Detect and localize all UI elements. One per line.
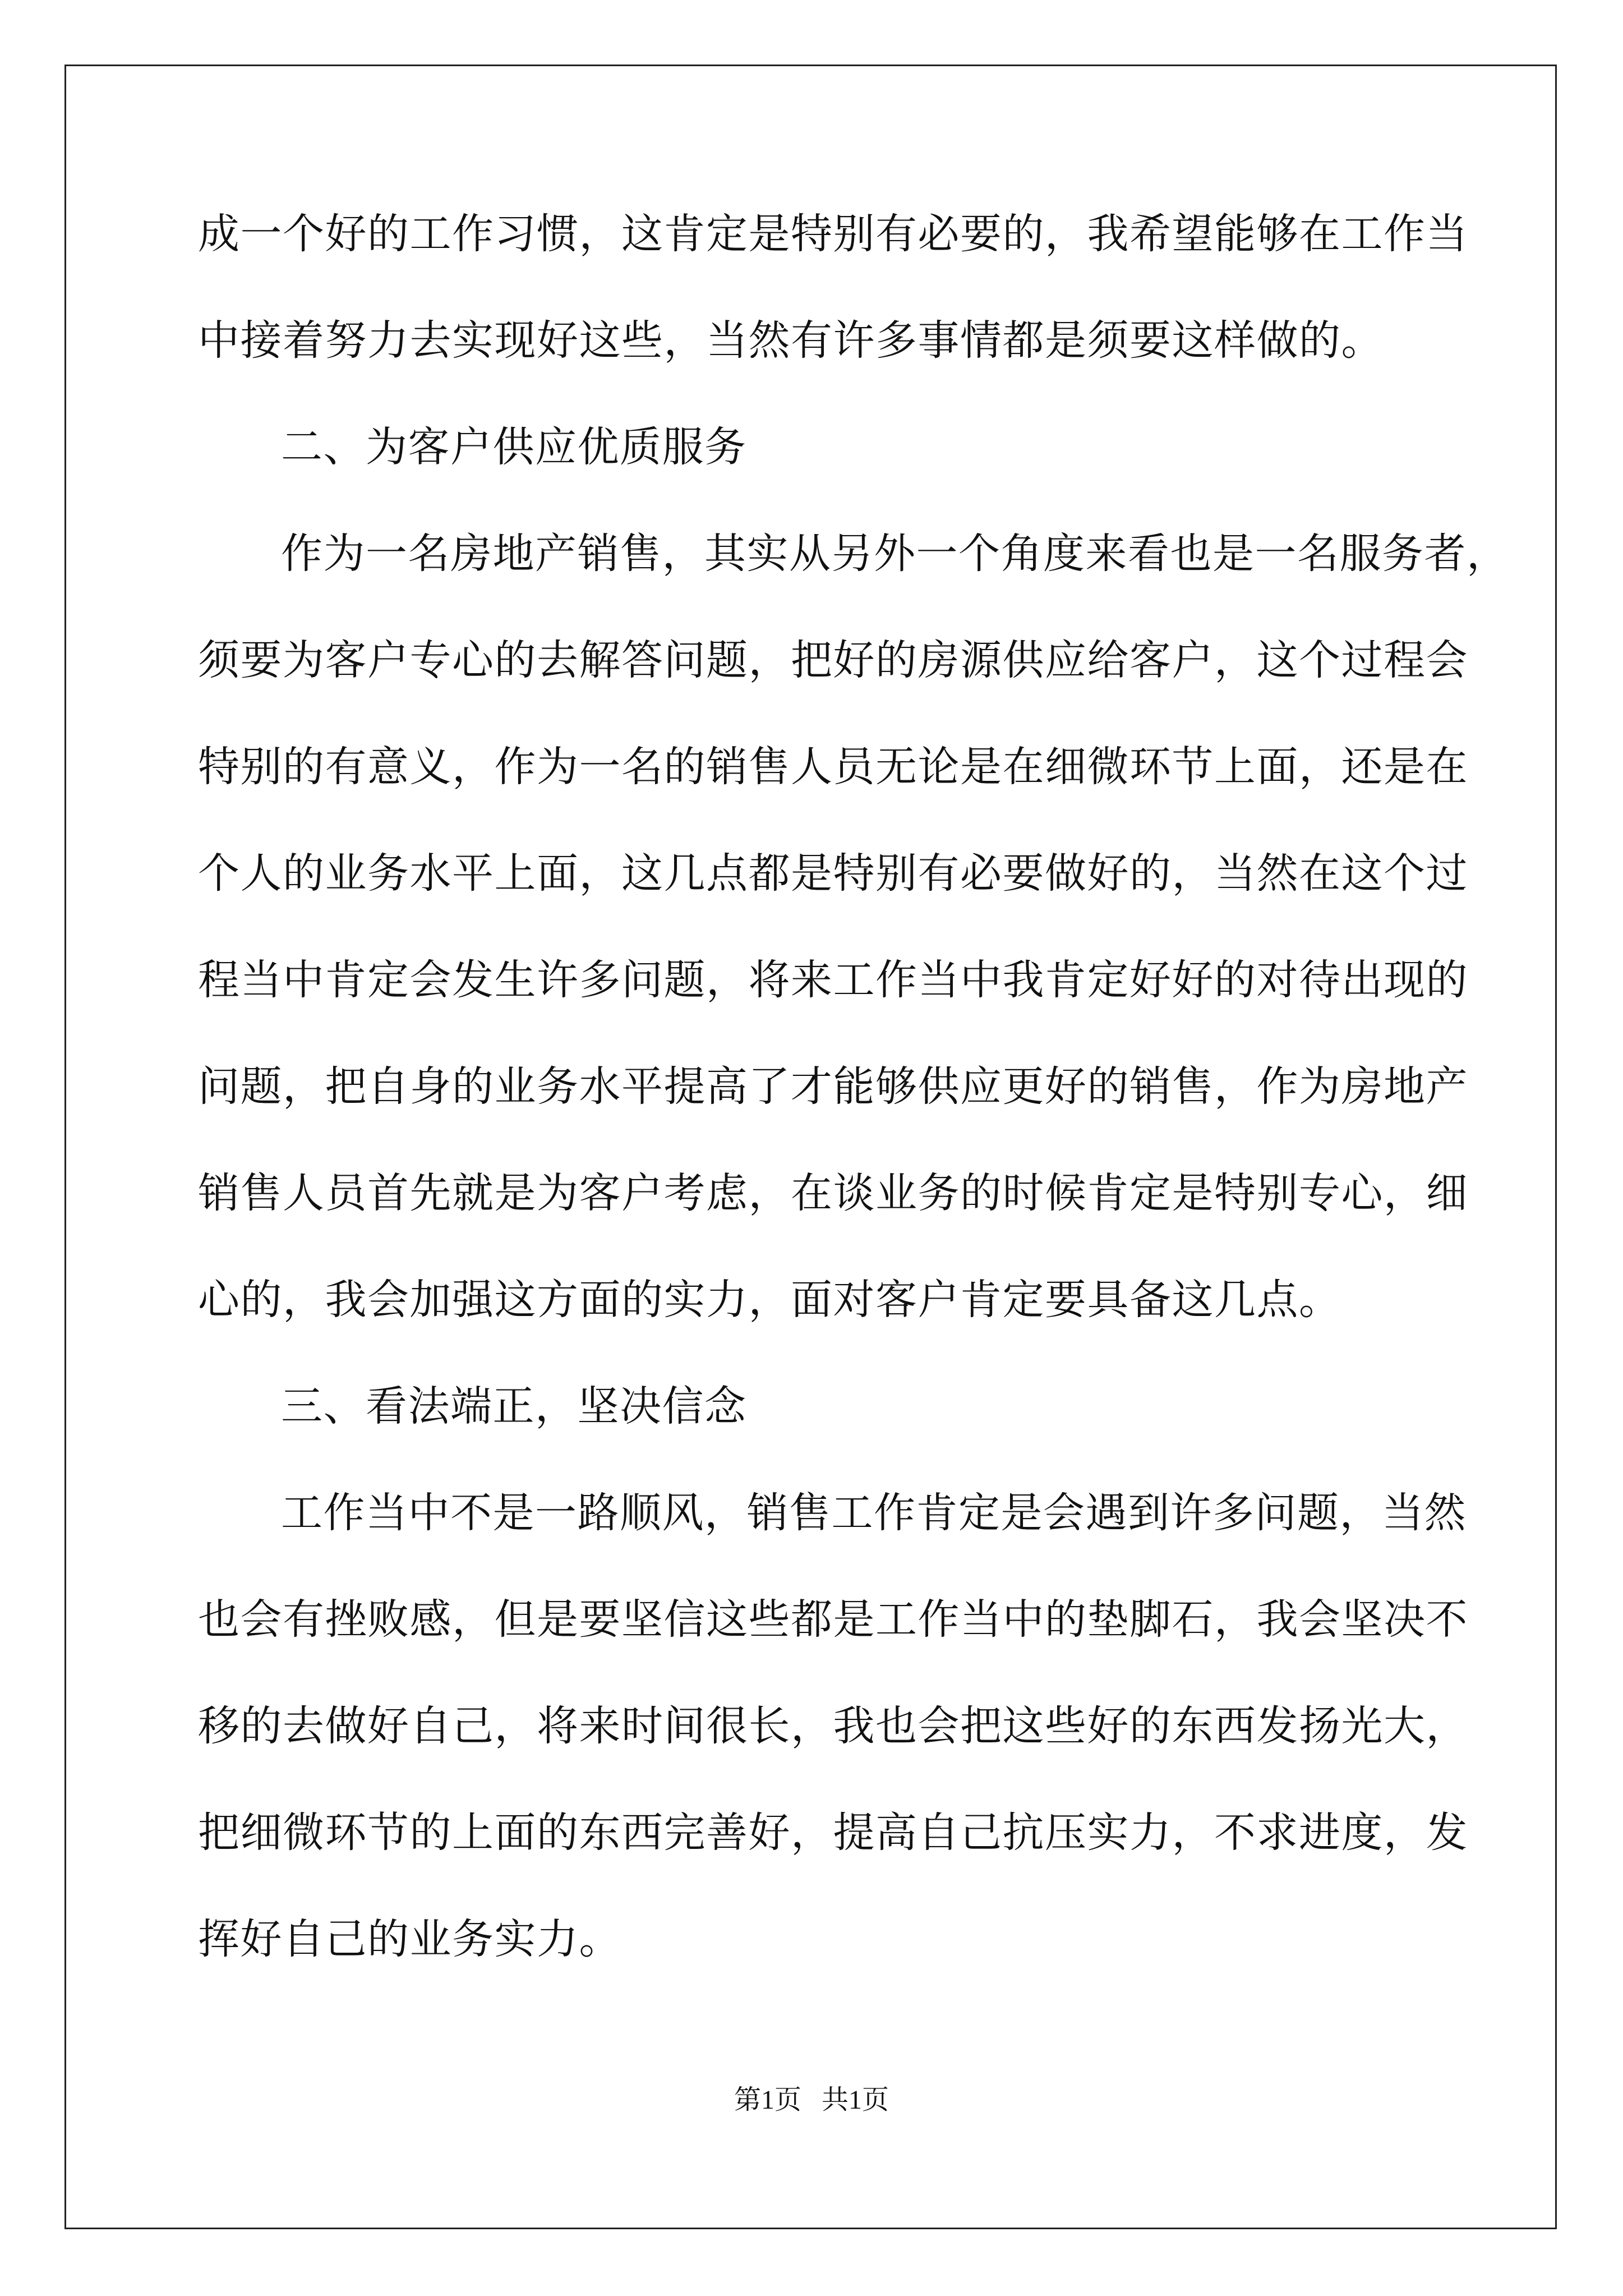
text-line: 把细微环节的上面的东西完善好，提高自己抗压实力，不求进度，发 xyxy=(198,1809,1468,1857)
section-heading: 三、看法端正，坚决信念 xyxy=(281,1382,747,1430)
text-line: 中接着努力去实现好这些，当然有许多事情都是须要这样做的。 xyxy=(198,316,1384,365)
text-line: 特别的有意义，作为一名的销售人员无论是在细微环节上面，还是在 xyxy=(198,743,1468,791)
text-line: 成一个好的工作习惯，这肯定是特别有必要的，我希望能够在工作当 xyxy=(198,210,1468,258)
text-line: 个人的业务水平上面，这几点都是特别有必要做好的，当然在这个过 xyxy=(198,849,1468,898)
text-line: 作为一名房地产销售，其实从另外一个角度来看也是一名服务者， xyxy=(281,530,1509,578)
text-line: 移的去做好自己，将来时间很长，我也会把这些好的东西发扬光大， xyxy=(198,1702,1468,1750)
text-line: 程当中肯定会发生许多问题，将来工作当中我肯定好好的对待出现的 xyxy=(198,956,1468,1004)
text-line: 心的，我会加强这方面的实力，面对客户肯定要具备这几点。 xyxy=(198,1276,1341,1324)
text-line: 问题，把自身的业务水平提高了才能够供应更好的销售，作为房地产 xyxy=(198,1062,1468,1111)
text-line: 销售人员首先就是为客户考虑，在谈业务的时候肯定是特别专心，细 xyxy=(198,1169,1468,1217)
text-line: 也会有挫败感，但是要坚信这些都是工作当中的垫脚石，我会坚决不 xyxy=(198,1595,1468,1644)
text-line: 须要为客户专心的去解答问题，把好的房源供应给客户，这个过程会 xyxy=(198,636,1468,684)
document-body xyxy=(198,210,1509,2025)
text-line: 工作当中不是一路顺风，销售工作肯定是会遇到许多问题，当然 xyxy=(281,1489,1467,1537)
text-line: 挥好自己的业务实力。 xyxy=(198,1915,621,1963)
section-heading: 二、为客户供应优质服务 xyxy=(281,423,747,471)
page-number-footer: 第1页 共1页 xyxy=(734,2085,889,2115)
